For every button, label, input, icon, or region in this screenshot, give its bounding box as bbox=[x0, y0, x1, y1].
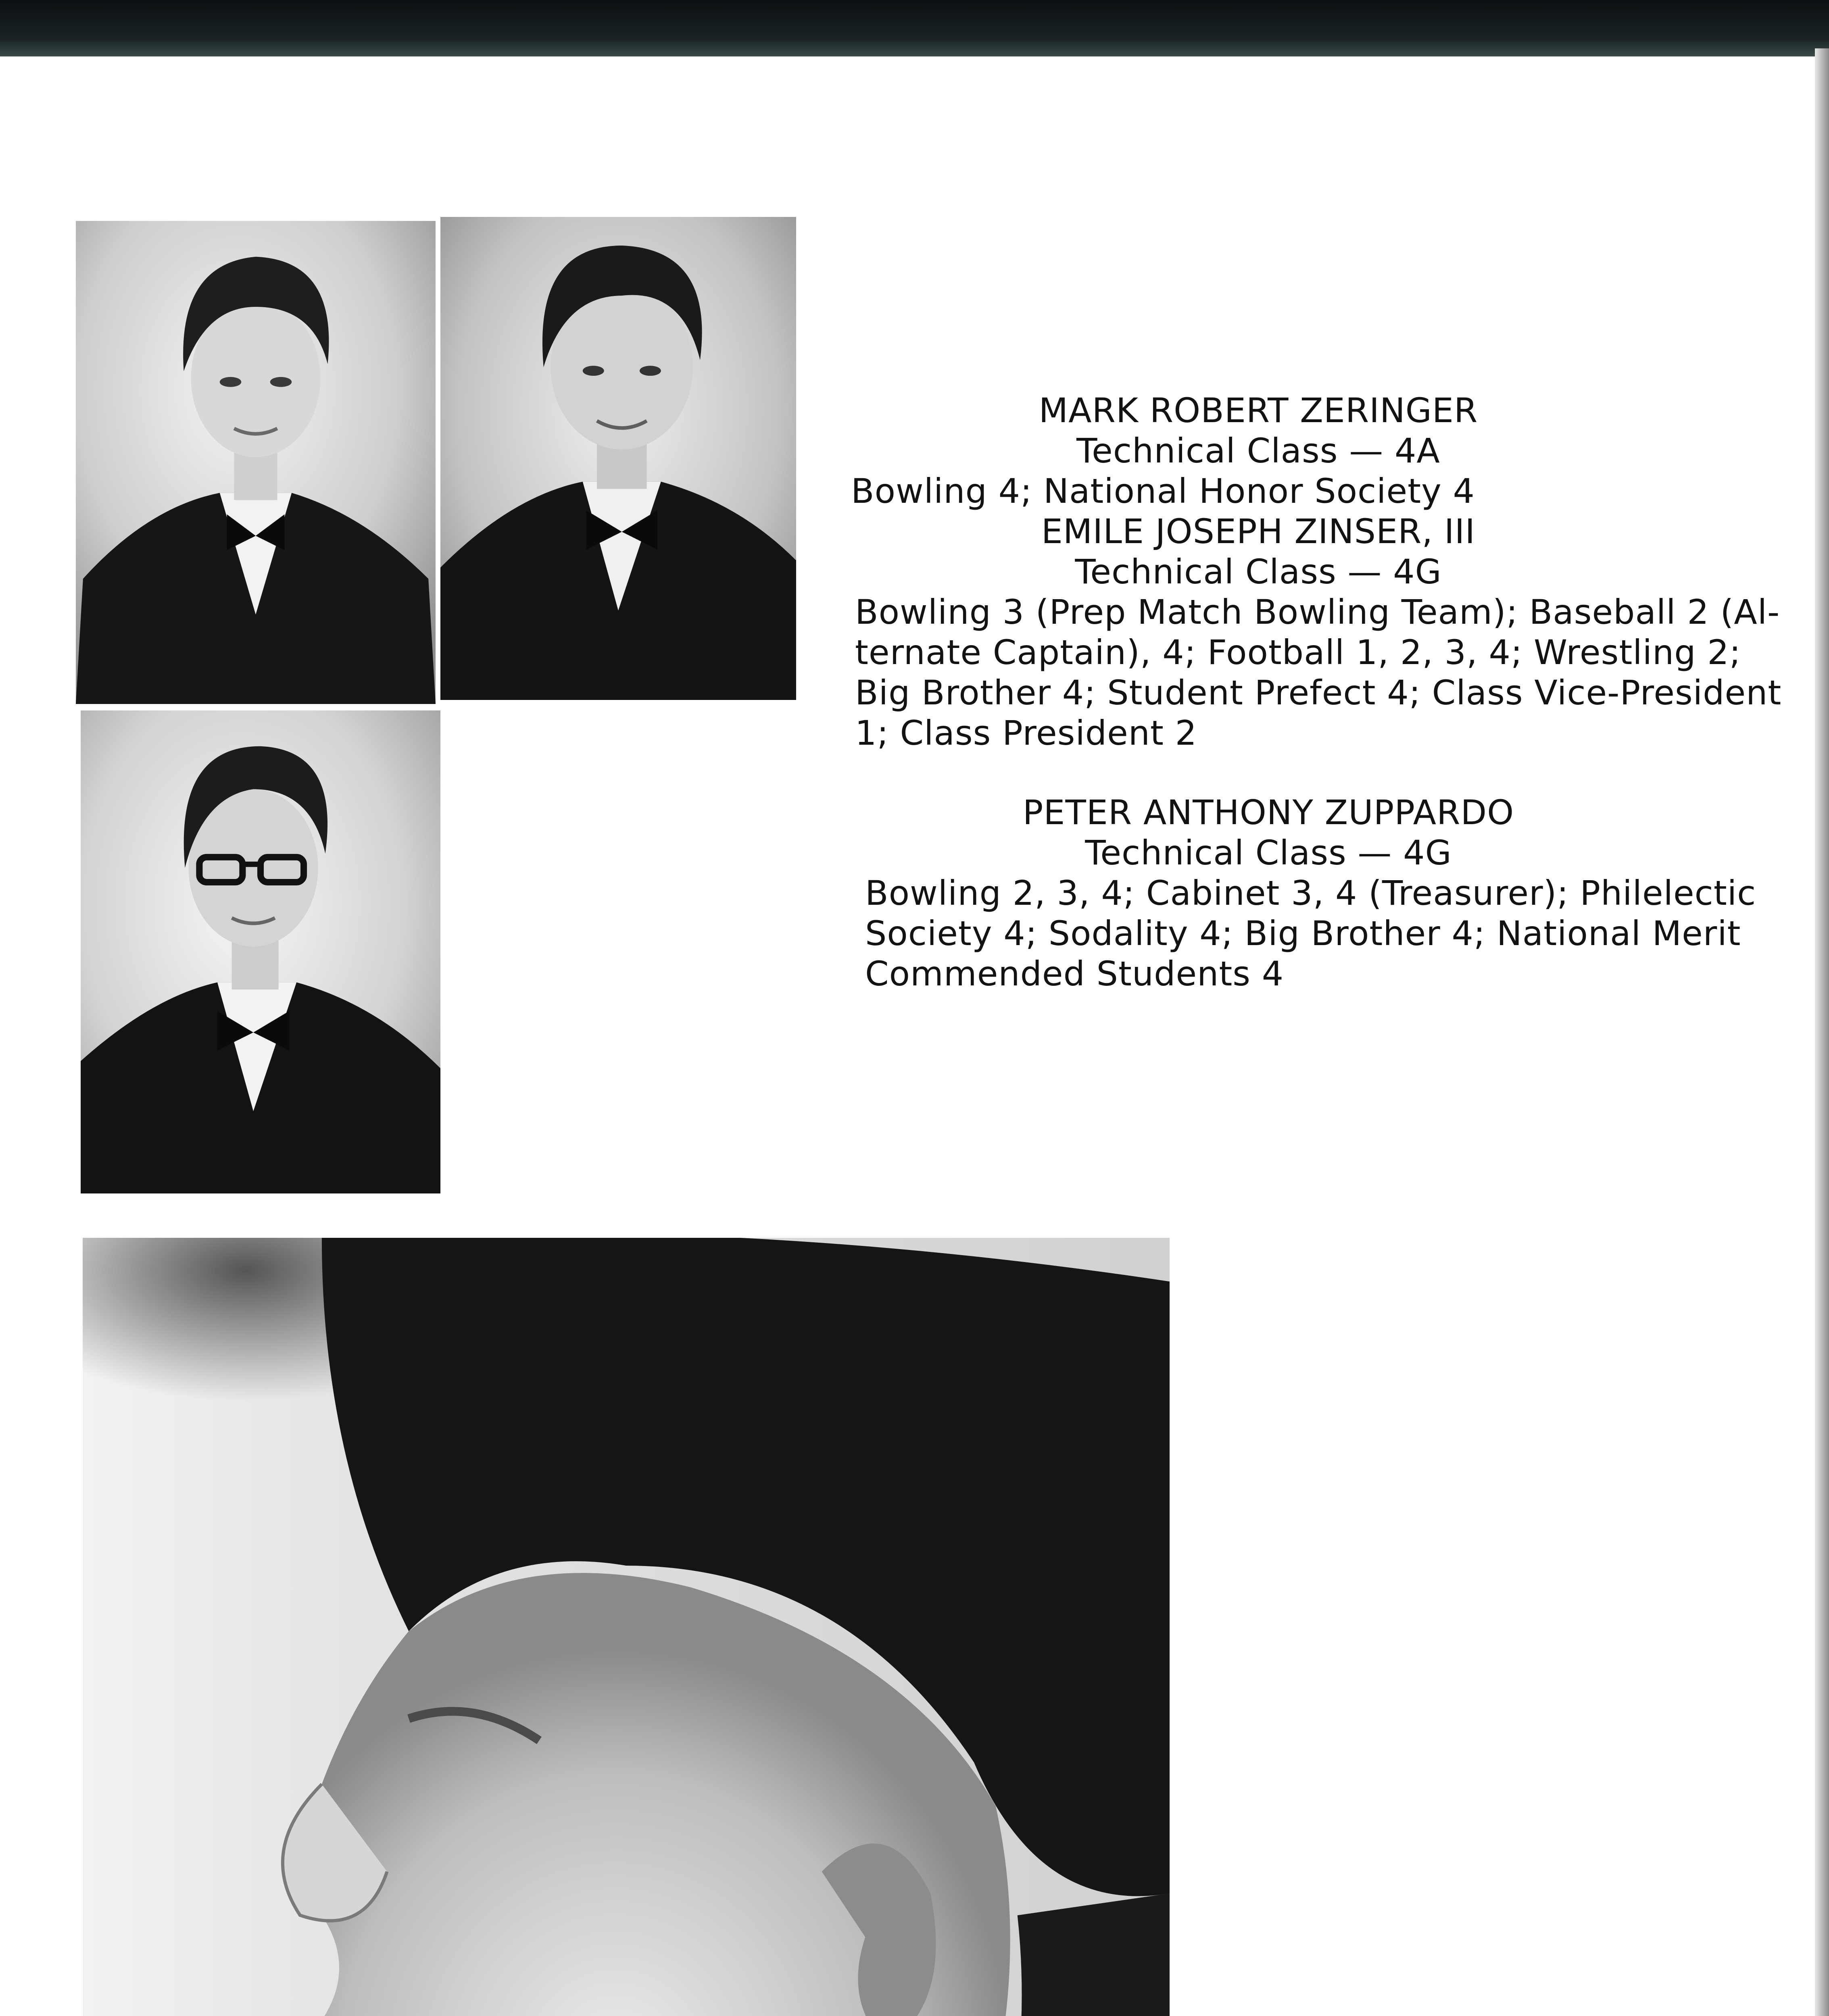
portrait-zeringer bbox=[76, 221, 436, 704]
student-activities: Bowling 4; National Honor Society 4 bbox=[851, 471, 1475, 511]
portrait-image bbox=[440, 217, 796, 700]
student-activities: ternate Captain), 4; Football 1, 2, 3, 4; Wrestling 2; bbox=[855, 633, 1741, 672]
student-class: Technical Class — 4G bbox=[1085, 833, 1452, 873]
portrait-image bbox=[81, 710, 440, 1193]
student-activities: Bowling 3 (Prep Match Bowling Team); Baseball 2 (Al- bbox=[855, 592, 1780, 632]
student-bio-group bbox=[851, 390, 1782, 753]
portrait-image bbox=[76, 221, 436, 704]
student-class: Technical Class — 4G bbox=[1075, 552, 1442, 591]
student-name: EMILE JOSEPH ZINSER, III bbox=[1041, 512, 1476, 551]
student-activities: 1; Class President 2 bbox=[855, 713, 1197, 753]
scan-right-edge bbox=[1815, 48, 1829, 2016]
student-bio bbox=[865, 792, 1756, 994]
student-activities: Society 4; Sodality 4; Big Brother 4; National Merit bbox=[865, 914, 1741, 953]
student-name: PETER ANTHONY ZUPPARDO bbox=[1022, 793, 1514, 832]
student-activities: Commended Students 4 bbox=[865, 954, 1284, 993]
student-activities: Big Brother 4; Student Prefect 4; Class Vice-President bbox=[855, 673, 1782, 712]
student-name: MARK ROBERT ZERINGER bbox=[1039, 391, 1478, 430]
student-class: Technical Class — 4A bbox=[1076, 431, 1440, 471]
student-activities: Bowling 2, 3, 4; Cabinet 3, 4 (Treasurer); Philelectic bbox=[865, 873, 1756, 913]
candid-photo bbox=[83, 1238, 1170, 2016]
scan-top-edge bbox=[0, 0, 1829, 56]
candid-image bbox=[83, 1238, 1170, 2016]
portrait-zuppardo bbox=[81, 710, 440, 1193]
portrait-zinser bbox=[440, 217, 796, 700]
